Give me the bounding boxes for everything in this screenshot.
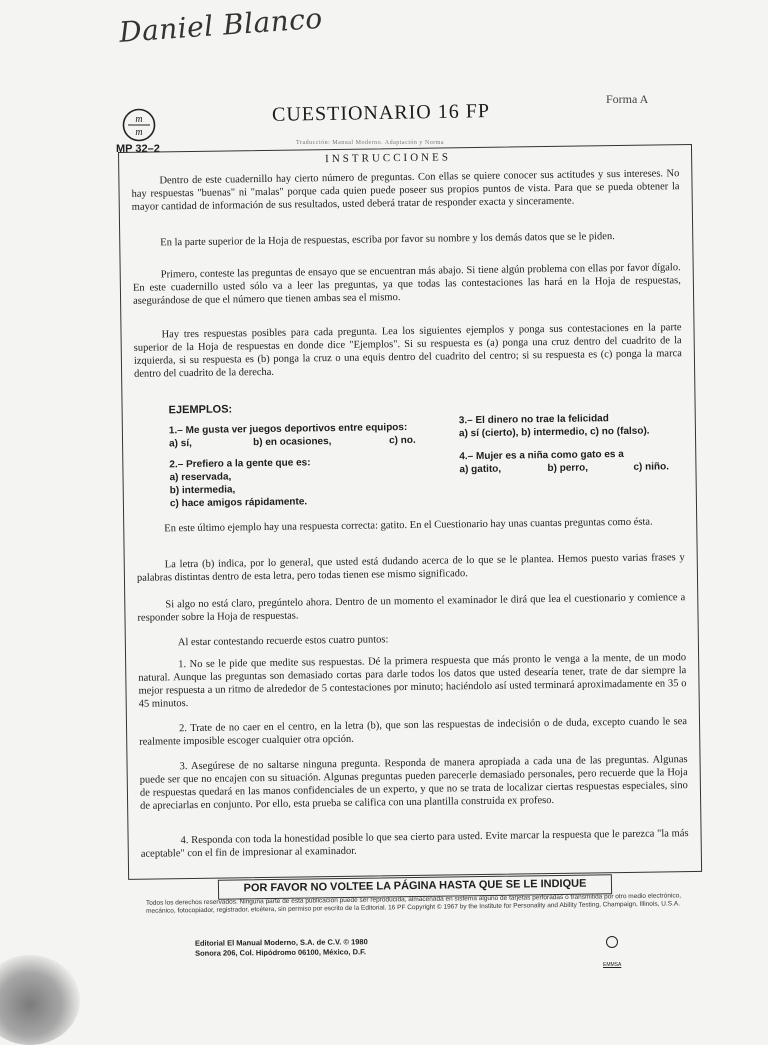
printer-mark: EMMSA: [603, 962, 622, 968]
body-paragraph-3: Si algo no está claro, pregúntelo ahora. Dentro de un momento el examinador le dirá que lea el cuestionario y comience a responder sobre la Hoja de respuestas.: [137, 592, 686, 624]
body-paragraph-4: Al estar contestando recuerde estos cuatro puntos:: [177, 634, 389, 649]
thumb-smudge: [0, 955, 80, 1045]
example-4-option-a: a) gatito,: [459, 463, 502, 476]
instructions-paragraph-2: En la parte superior de la Hoja de respuestas, escriba por favor su nombre y los demás datos que se le piden.: [160, 231, 615, 249]
publisher-line-2: Sonora 206, Col. Hipódromo 06100, México, D.F.: [195, 947, 366, 958]
translator-note: Traducción: Manual Moderno. Adaptación y Norma: [296, 140, 445, 146]
example-2-option-c: c) hace amigos rápidamente.: [169, 496, 308, 510]
body-paragraph-1: En este último ejemplo hay una respuesta correcta: gatito. En el Cuestionario hay unas cuantas preguntas como ésta.: [164, 516, 653, 535]
handwritten-signature: Daniel Blanco: [118, 1, 324, 49]
point-4: 4. Responda con toda la honestidad posible lo que sea cierto para usted. Evite marcar la respuesta que le parezca "la más aceptable" con el fin de impresionar al examinador.: [140, 828, 689, 860]
svg-text:m: m: [135, 127, 143, 138]
instructions-paragraph-1: Dentro de este cuadernillo hay cierto número de preguntas. Con ellas se quiere conocer sus actitudes y sus intereses. No hay respuestas "buenas" ni "malas" porque cada quien puede poseer sus propios puntos de vista. Para que se pueda obtener la mayor cantidad de información de sus resultados, usted deberá tratar de responder exacta y sinceramente.: [131, 168, 680, 213]
point-3: 3. Asegúrese de no saltarse ninguna pregunta. Responda de manera apropiada a cada una de las preguntas. Algunas puede ser que no encajen con su situación. Algunas preguntas pueden parecerle demasiado personales, pero recuerde que la Hoja de respuestas quedará en las manos confidenciales de un experto, y que no se trata de localizar ciertas respuestas especiales, sino de apreciarlas en conjunto. Por ello, esta prueba se califica con una plantilla construida ex profeso.: [139, 754, 688, 812]
instructions-box: [118, 144, 702, 880]
instructions-heading: INSTRUCCIONES: [325, 151, 451, 166]
copyright-notice: Todos los derechos reservados. Ninguna parte de esta publicación puede ser reproducida, almacenada en sistema alguno de tarjetas perforadas o transmitida por otro medio electrónico, mecánico, fotocopiador, registrador, etcétera, sin permiso por escrito de la Editorial. 16 PF Copyright © 1967 by the Institute for Personality and Ability Testing, Champaign, Illinois, U.S.A.: [145, 892, 682, 915]
instructions-paragraph-4: Hay tres respuestas posibles para cada pregunta. Lea los siguientes ejemplos y ponga sus contestaciones en la parte superior de la Hoja de respuestas en donde dice "Ejemplos". Si su respuesta es (a) ponga una cruz dentro del cuadrito de la izquierda, si su respuesta es (b) ponga la cruz o una equis dentro del cuadrito del centro; si su respuesta es (c) ponga la marca dentro del cuadrito de la derecha.: [133, 322, 682, 380]
manual-moderno-logo-icon: [122, 108, 156, 142]
example-2: [169, 455, 440, 511]
example-1: [169, 421, 439, 451]
example-3-options: a) sí (cierto), b) intermedio, c) no (falso).: [458, 425, 650, 440]
publisher-line-1: Editorial El Manual Moderno, S.A. de C.V. © 1980: [194, 937, 368, 948]
example-3-question: 3.– El dinero no trae la felicidad: [458, 413, 609, 427]
example-2-option-a: a) reservada,: [169, 471, 232, 484]
example-2-option-b: b) intermedia,: [169, 484, 236, 497]
example-1-option-b: b) en ocasiones,: [252, 436, 332, 449]
example-4-question: 4.– Mujer es a niña como gato es a: [459, 448, 624, 463]
example-3: [459, 411, 689, 440]
test-code: MP 32–2: [116, 143, 160, 155]
form-label: Forma A: [606, 92, 649, 106]
body-paragraph-2: La letra (b) indica, por lo general, que usted está dudando acerca de lo que se le plantea. Hemos puesto varias frases y palabras distintas dentro de esta letra, pero todas tienen ese mismo significado.: [136, 552, 685, 584]
svg-text:m: m: [135, 114, 143, 125]
point-2: 2. Trate de no caer en el centro, en la letra (b), que son las respuestas de indecisión o de duda, excepto cuando le sea realmente imposible escoger cualquier otra opción.: [139, 716, 688, 748]
do-not-turn-notice: POR FAVOR NO VOLTEE LA PÁGINA HASTA QUE SE LE INDIQUE: [218, 874, 612, 899]
example-1-question: 1.– Me gusta ver juegos deportivos entre equipos:: [168, 421, 408, 437]
example-2-question: 2.– Prefiero a la gente que es:: [169, 457, 311, 471]
example-1-option-c: c) no.: [388, 434, 416, 447]
instructions-paragraph-3: Primero, conteste las preguntas de ensayo que se encuentran más abajo. Si tiene algún problema con ellas por favor dígalo. En este cuadernillo usted sólo va a leer las preguntas, ya que todas las contestaciones las hará en la Hoja de respuestas, asegurándose de que el número que tienen ambas sea el mismo.: [132, 262, 681, 307]
example-4: [459, 447, 689, 476]
example-4-option-c: c) niño.: [633, 461, 670, 473]
example-4-option-b: b) perro,: [547, 462, 589, 475]
point-1: 1. No se le pide que medite sus respuestas. Dé la primera respuesta que más pronto le venga a la mente, de un modo natural. Aunque las preguntas son demasiado cortas para darle todos los datos que usted desearía tener, trate de dar siempre la mejor respuesta a un ritmo de alrededor de 5 contestaciones por minuto; haciéndolo así usted terminará aproximadamente en 35 o 45 minutos.: [138, 652, 687, 710]
examples-heading: EJEMPLOS:: [168, 403, 233, 417]
registered-mark-icon: [606, 936, 618, 948]
publisher-info: [195, 937, 368, 959]
example-1-option-a: a) sí,: [169, 437, 192, 450]
page-title: CUESTIONARIO 16 FP: [271, 100, 491, 126]
